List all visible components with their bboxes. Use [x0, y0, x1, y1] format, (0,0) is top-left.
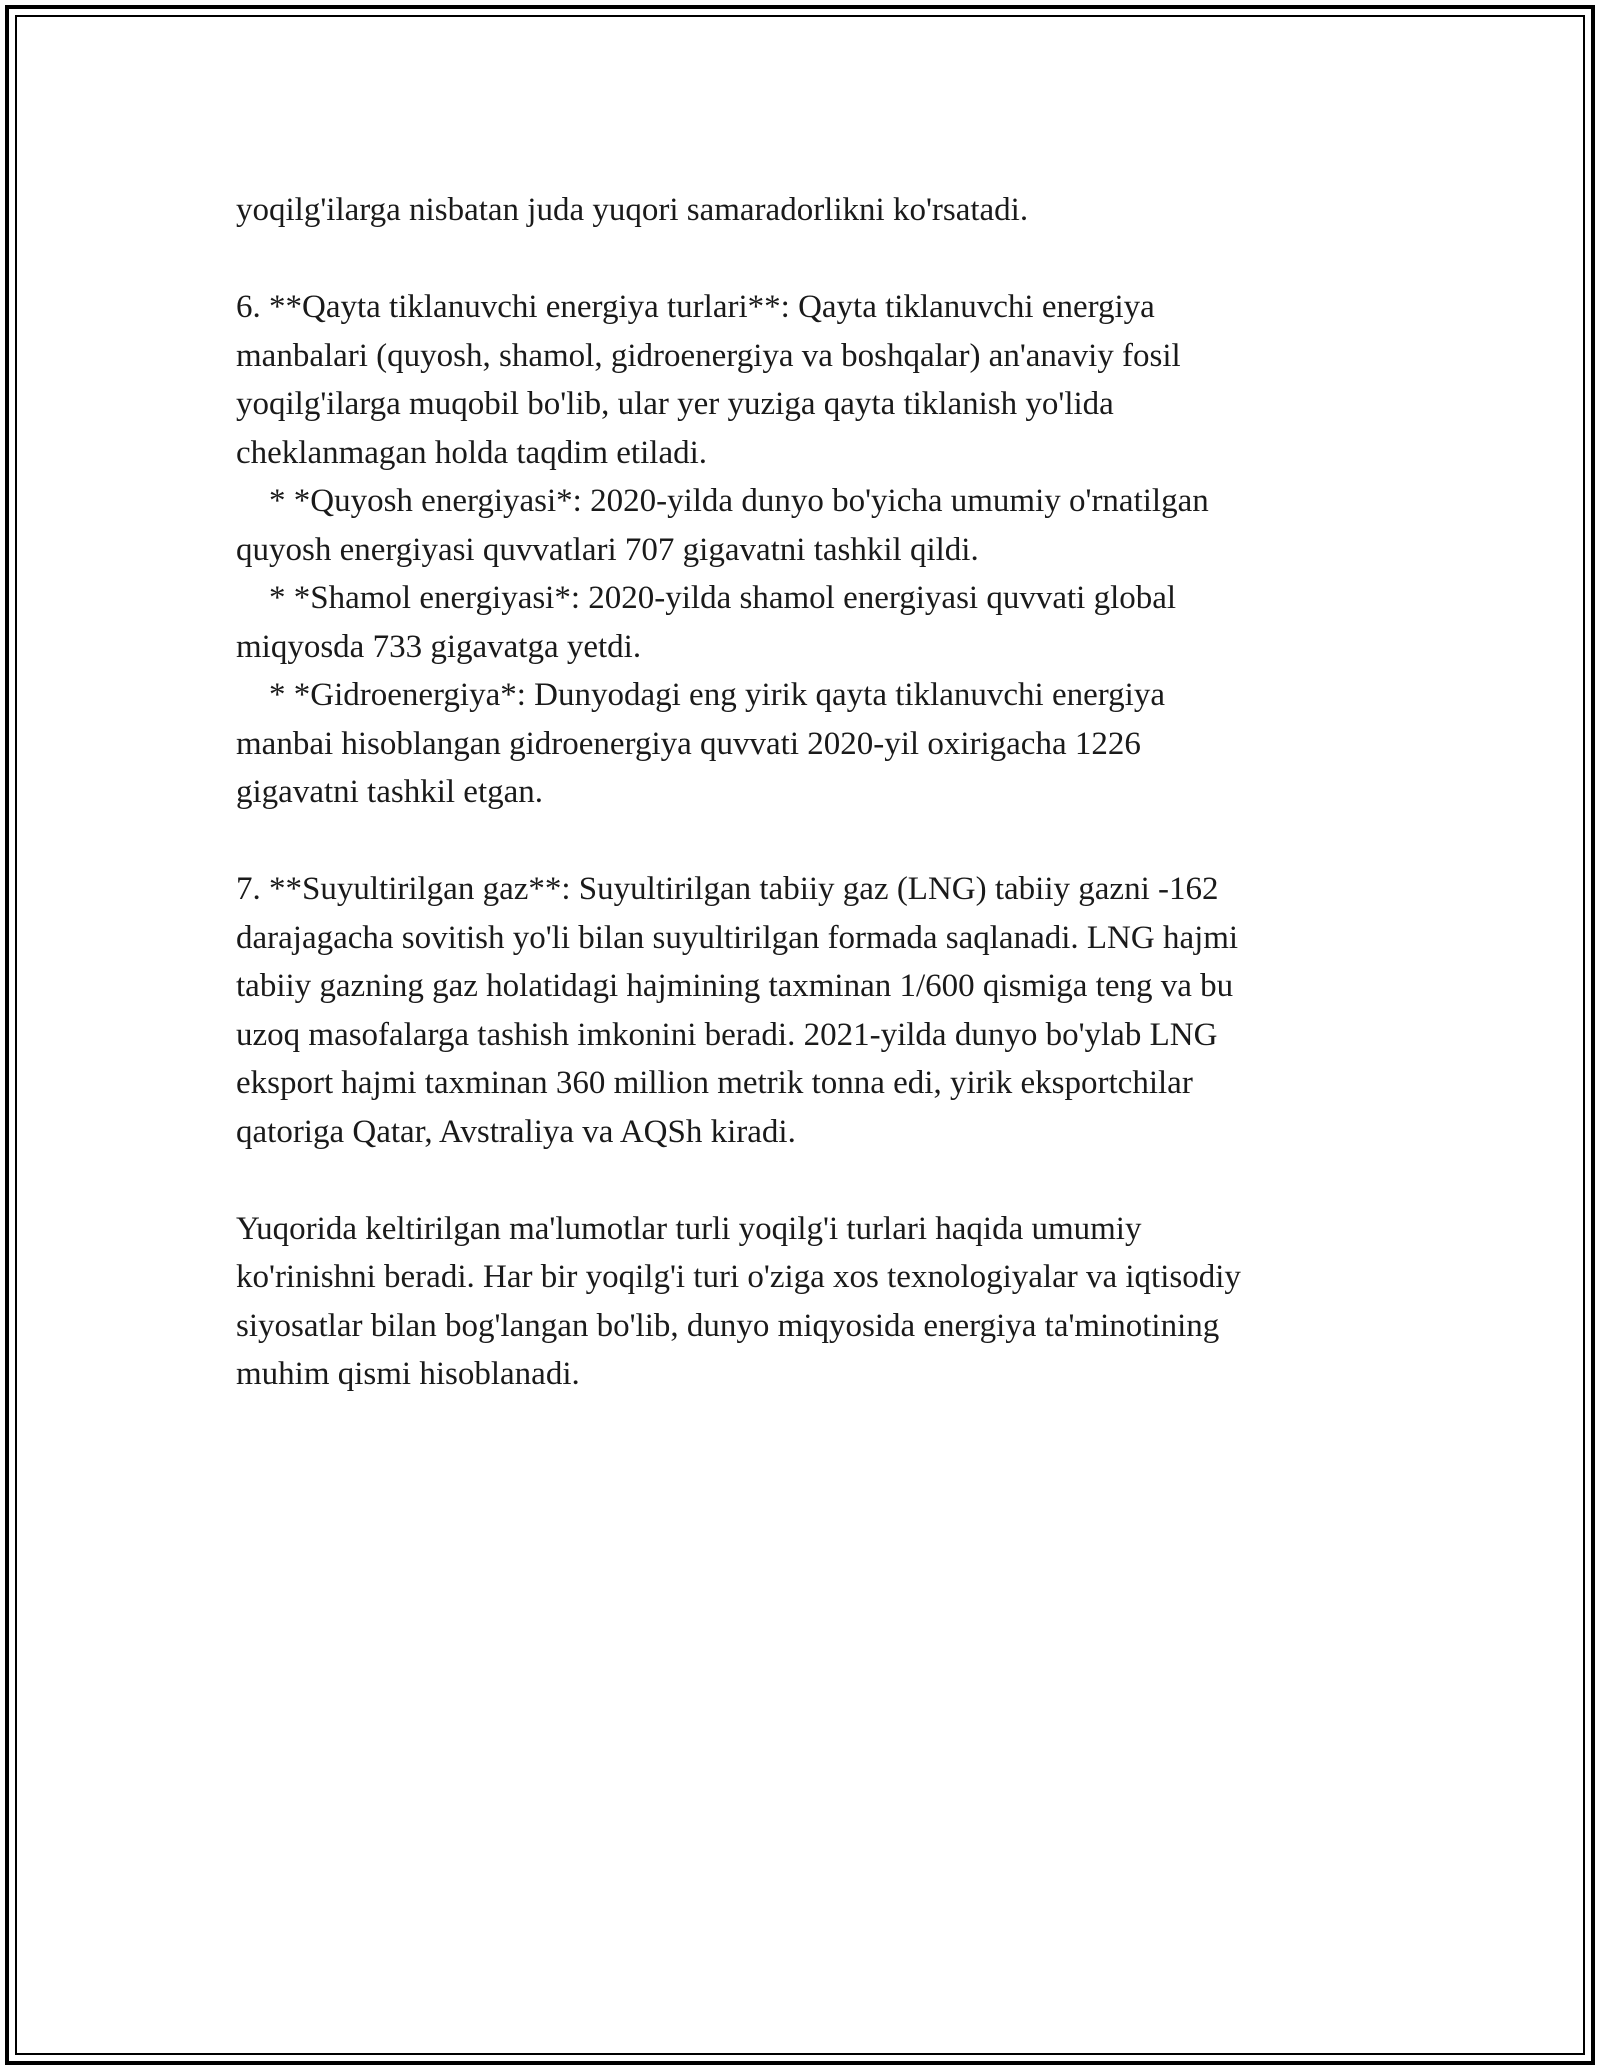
text-line: muhim qismi hisoblanadi.: [236, 1356, 580, 1392]
text-line: yoqilg'ilarga muqobil bo'lib, ular yer yuziga qayta tiklanish yo'lida: [236, 386, 1114, 422]
bullet-wind-line: * *Shamol energiyasi*: 2020-yilda shamol energiyasi quvvati global: [236, 580, 1177, 616]
text-line: darajagacha sovitish yo'li bilan suyultirilgan formada saqlanadi. LNG hajmi: [236, 919, 1239, 956]
text-line: cheklanmagan holda taqdim etiladi.: [236, 434, 708, 471]
text-line: manbalari (quyosh, shamol, gidroenergiya va boshqalar) an'anaviy fosil: [236, 337, 1181, 374]
text-line: yoqilg'ilarga nisbatan juda yuqori samaradorlikni ko'rsatadi.: [236, 192, 1029, 228]
bullet-solar-line: * *Quyosh energiyasi*: 2020-yilda dunyo bo'yicha umumiy o'rnatilgan: [236, 483, 1209, 519]
text-line: siyosatlar bilan bog'langan bo'lib, dunyo miqyosida energiya ta'minotining: [236, 1307, 1220, 1344]
text-line: manbai hisoblangan gidroenergiya quvvati 2020-yil oxirigacha 1226: [236, 725, 1141, 762]
text-line: ko'rinishni beradi. Har bir yoqilg'i turi o'ziga xos texnologiyalar va iqtisodiy: [236, 1259, 1241, 1295]
text-line: tabiiy gazning gaz holatidagi hajmining taxminan 1/600 qismiga teng va bu: [236, 968, 1234, 1004]
text-line: Yuqorida keltirilgan ma'lumotlar turli yoqilg'i turlari haqida umumiy: [236, 1210, 1142, 1247]
paragraph-gap: [236, 235, 1416, 284]
text-line: gigavatni tashkil etgan.: [236, 774, 544, 810]
bullet-hydro-line: * *Gidroenergiya*: Dunyodagi eng yirik qayta tiklanuvchi energiya: [236, 677, 1165, 713]
paragraph-gap: [236, 1156, 1416, 1205]
text-line: 6. **Qayta tiklanuvchi energiya turlari**: Qayta tiklanuvchi energiya: [236, 289, 1155, 325]
paragraph-renewable-energy: [236, 283, 1416, 817]
text-line: 7. **Suyultirilgan gaz**: Suyultirilgan tabiiy gaz (LNG) tabiiy gazni -162: [236, 871, 1219, 907]
paragraph-liquefied-gas: [236, 865, 1416, 1156]
text-line: qatoriga Qatar, Avstraliya va AQSh kiradi.: [236, 1113, 796, 1150]
text-line: eksport hajmi taxminan 360 million metrik tonna edi, yirik eksportchilar: [236, 1065, 1193, 1101]
text-line: quyosh energiyasi quvvatlari 707 gigavatni tashkil qildi.: [236, 531, 979, 568]
paragraph-efficiency-tail: [236, 186, 1416, 235]
text-line: miqyosda 733 gigavatga yetdi.: [236, 628, 642, 665]
paragraph-conclusion: [236, 1205, 1416, 1399]
paragraph-gap: [236, 817, 1416, 866]
document-body: [236, 186, 1416, 1399]
text-line: uzoq masofalarga tashish imkonini beradi. 2021-yilda dunyo bo'ylab LNG: [236, 1016, 1218, 1053]
